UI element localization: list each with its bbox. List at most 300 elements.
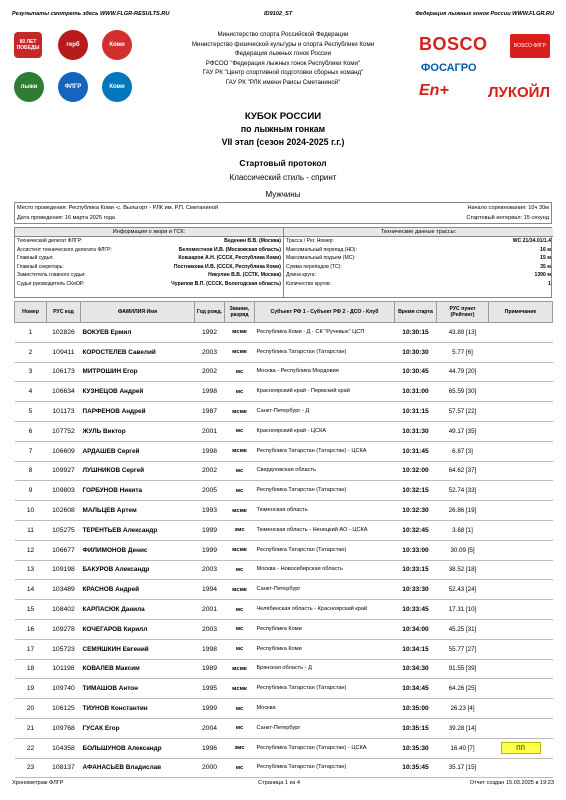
cell-note (489, 362, 553, 382)
cell-name: ЖУЛЬ Виктор (81, 421, 195, 441)
cell-code: 109927 (47, 461, 81, 481)
cell-subject: Брянская область - Д (255, 659, 395, 679)
cell-note (489, 402, 553, 422)
cell-start: 10:31:45 (395, 441, 437, 461)
cell-num: 11 (15, 520, 47, 540)
cell-num: 21 (15, 718, 47, 738)
cell-code: 109411 (47, 342, 81, 362)
jury-item: Заместитель главного судьи: Никулин В.В. (ССТК, Москва) (17, 272, 281, 279)
cell-num: 16 (15, 619, 47, 639)
cell-year: 1994 (195, 580, 225, 600)
discipline-title: Классический стиль - спринт (229, 173, 337, 182)
cell-rank: мс (225, 718, 255, 738)
lukoil-logo: ЛУКОЙЛ (488, 84, 550, 101)
cell-points: 38.52 [18] (437, 560, 489, 580)
cell-start: 10:34:15 (395, 639, 437, 659)
cell-note (489, 600, 553, 620)
cell-note (489, 323, 553, 343)
footer-timing: Хронометраж ФЛГР (12, 780, 64, 786)
cell-code: 105275 (47, 520, 81, 540)
table-row (15, 342, 553, 362)
table-row (15, 619, 553, 639)
cell-year: 2003 (195, 342, 225, 362)
cell-year: 1989 (195, 659, 225, 679)
cell-year: 2003 (195, 560, 225, 580)
cell-subject: Республика Коми (255, 619, 395, 639)
jury-item: Технический делегат ФЛГР: Веденин В.В. (Москва) (17, 238, 281, 244)
table-row (15, 461, 553, 481)
cell-code: 101198 (47, 659, 81, 679)
organizers-block (150, 30, 416, 88)
cell-note (489, 639, 553, 659)
cell-name: КОВАЛЕВ Максим (81, 659, 195, 679)
cell-start: 10:32:15 (395, 481, 437, 501)
cell-year: 2002 (195, 362, 225, 382)
cell-year: 1992 (195, 323, 225, 343)
cell-note (489, 758, 553, 778)
category-title: Мужчины (265, 190, 301, 199)
enplus-logo: En+ (419, 82, 449, 99)
cell-num: 6 (15, 421, 47, 441)
cell-points: 30.09 [5] (437, 540, 489, 560)
table-row (15, 441, 553, 461)
cell-name: БОЛЬШУНОВ Александр (81, 738, 195, 758)
cell-points: 16.40 [7] (437, 738, 489, 758)
results-site-link[interactable]: Результаты смотреть здесь WWW.FLGR-RESULTS.RU (12, 11, 170, 17)
cell-name: КРАСНОВ Андрей (81, 580, 195, 600)
track-item: Максимальный перепад (HD): 16 м (286, 246, 551, 253)
cell-note (489, 441, 553, 461)
cell-name: БАКУРОВ Александр (81, 560, 195, 580)
cell-num: 23 (15, 758, 47, 778)
cell-year: 2003 (195, 619, 225, 639)
table-row (15, 481, 553, 501)
jury-item: Судья руководитель СКиОР: Чурилов В.П. (СССК, Вологодская область) (17, 280, 281, 287)
cell-code: 106609 (47, 441, 81, 461)
cell-start: 10:31:30 (395, 421, 437, 441)
cell-num: 3 (15, 362, 47, 382)
protocol-title: Стартовый протокол (239, 158, 327, 168)
cell-rank: мсмк (225, 441, 255, 461)
table-row (15, 402, 553, 422)
cell-year: 1998 (195, 639, 225, 659)
cell-subject: Республика Коми (255, 639, 395, 659)
cell-note (489, 560, 553, 580)
cell-name: МИТРОШИН Егор (81, 362, 195, 382)
table-row (15, 323, 553, 343)
federation-site-link[interactable]: Федерация лыжных гонок России WWW.FLGR.RU (415, 11, 554, 17)
cell-points: 17.31 [10] (437, 600, 489, 620)
org-line: ГАУ РК "РЛК имени Раисы Сметаниной" (225, 78, 341, 86)
table-row (15, 520, 553, 540)
cell-code: 104358 (47, 738, 81, 758)
cell-name: АФАНАСЬЕВ Владислав (81, 758, 195, 778)
cell-note (489, 619, 553, 639)
cell-code: 106125 (47, 699, 81, 719)
cell-code: 109768 (47, 718, 81, 738)
cell-subject: Республика Татарстан (Татарстан) - ЦСКА (255, 441, 395, 461)
table-row (15, 699, 553, 719)
cell-subject: Красноярский край - Пермский край (255, 382, 395, 402)
cell-rank: мс (225, 600, 255, 620)
cell-num: 18 (15, 659, 47, 679)
footer-created: Отчет создан 15.03.2025 в 19:23 (469, 780, 554, 786)
cell-name: МАЛЬЦЕВ Артем (81, 501, 195, 521)
cell-start: 10:30:45 (395, 362, 437, 382)
cell-points: 43.89 [13] (437, 323, 489, 343)
table-row (15, 540, 553, 560)
table-row (15, 501, 553, 521)
cell-start: 10:35:15 (395, 718, 437, 738)
col-points: РУС пункт (Рейтинг) (437, 302, 489, 323)
cell-name: ЛУШНИКОВ Сергей (81, 461, 195, 481)
cell-rank: змс (225, 520, 255, 540)
cell-subject: Москва - Республика Мордовия (255, 362, 395, 382)
cell-rank: мсмк (225, 342, 255, 362)
cell-code: 109740 (47, 679, 81, 699)
cell-year: 1996 (195, 738, 225, 758)
cell-note (489, 461, 553, 481)
cell-year: 1998 (195, 382, 225, 402)
cell-num: 7 (15, 441, 47, 461)
table-row (15, 679, 553, 699)
cell-points: 91.55 [39] (437, 659, 489, 679)
cell-num: 17 (15, 639, 47, 659)
table-row (15, 600, 553, 620)
jury-item: Главный судья: Кокшаров А.Н. (СССК, Республика Коми) (17, 255, 281, 262)
cell-rank: мс (225, 362, 255, 382)
track-header: Технические данные трассы: (284, 228, 553, 237)
footer-page: Страница 1 из 4 (258, 780, 300, 786)
cell-year: 1998 (195, 441, 225, 461)
cell-points: 6.87 [3] (437, 441, 489, 461)
cell-rank: мсмк (225, 659, 255, 679)
col-subject: Субъект РФ 1 - Субъект РФ 2 - ДСО - Клуб (255, 302, 395, 323)
track-item: Количество кругов: 1 (286, 280, 551, 287)
cell-code: 106173 (47, 362, 81, 382)
cell-rank: мс (225, 619, 255, 639)
cell-rank: мс (225, 421, 255, 441)
cell-subject: Республика Татарстан (Татарстан) (255, 540, 395, 560)
cell-code: 101173 (47, 402, 81, 422)
cell-name: КАРПАСЮК Данила (81, 600, 195, 620)
organizer-logos (14, 30, 164, 110)
cell-points: 52.43 [24] (437, 580, 489, 600)
cell-start: 10:30:30 (395, 342, 437, 362)
pobeda-80-logo: 80 ЛЕТ ПОБЕДЫ (14, 32, 42, 58)
cell-name: ПАРФЕНОВ Андрей (81, 402, 195, 422)
cell-name: ТИУНОВ Константин (81, 699, 195, 719)
cell-name: КОРОСТЕЛЕВ Савелий (81, 342, 195, 362)
cell-start: 10:34:00 (395, 619, 437, 639)
cell-start: 10:30:15 (395, 323, 437, 343)
org-line: ГАУ РК "Центр спортивной подготовки сборных команд" (202, 69, 364, 77)
cell-code: 102608 (47, 501, 81, 521)
venue-date: Дата проведения: 16 марта 2025 года (17, 215, 115, 221)
cell-note (489, 342, 553, 362)
col-code: РУС код (47, 302, 81, 323)
cell-code: 102826 (47, 323, 81, 343)
event-title: КУБОК РОССИИ (244, 111, 322, 122)
stage-title: VII этап (сезон 2024-2025 г.г.) (221, 137, 345, 147)
cell-note (489, 679, 553, 699)
cell-name: ГУСАК Егор (81, 718, 195, 738)
page-top-bar (12, 11, 554, 21)
cell-num: 5 (15, 402, 47, 422)
cell-rank: мсмк (225, 323, 255, 343)
col-rank: Звание, разряд (225, 302, 255, 323)
cell-rank: мсмк (225, 580, 255, 600)
komi-flag-logo: Коми (102, 72, 132, 102)
col-note: Примечание (489, 302, 553, 323)
cell-code: 105723 (47, 639, 81, 659)
cell-name: АРДАШЕВ Сергей (81, 441, 195, 461)
track-item: Трасса / Рег. Номер: WC 21/34.01/1.4 (286, 238, 551, 244)
cell-start: 10:32:00 (395, 461, 437, 481)
cell-note (489, 718, 553, 738)
cell-rank: мс (225, 481, 255, 501)
cell-points: 44.79 [20] (437, 362, 489, 382)
start-list-table (14, 301, 553, 778)
start-interval: Стартовый интервал: 15 секунд (466, 215, 549, 221)
cell-year: 2004 (195, 718, 225, 738)
bosco-flgr-badge: BOSCO ФЛГР (510, 34, 550, 58)
cell-rank: мс (225, 560, 255, 580)
cell-start: 10:32:45 (395, 520, 437, 540)
cell-rank: мс (225, 382, 255, 402)
org-line: Министерство спорта Российской Федерации (217, 31, 349, 38)
cell-num: 12 (15, 540, 47, 560)
col-name: ФАМИЛИЯ Имя (81, 302, 195, 323)
note-badge: ПП (501, 742, 541, 754)
jury-panel (15, 228, 284, 297)
cell-name: ВОКУЕВ Ермил (81, 323, 195, 343)
cell-points: 5.77 [6] (437, 342, 489, 362)
cell-note (489, 738, 553, 758)
cell-name: ГОРБУНОВ Никита (81, 481, 195, 501)
track-item: Длина круга: 1390 м (286, 272, 551, 279)
cell-year: 1987 (195, 402, 225, 422)
cell-rank: мс (225, 639, 255, 659)
cell-name: ТИМАШОВ Антон (81, 679, 195, 699)
table-row (15, 580, 553, 600)
org-line: Федерация лыжных гонок России (234, 50, 332, 58)
cell-points: 64.26 [25] (437, 679, 489, 699)
cell-points: 45.25 [31] (437, 619, 489, 639)
cell-start: 10:33:15 (395, 560, 437, 580)
cell-code: 109803 (47, 481, 81, 501)
cell-points: 57.57 [22] (437, 402, 489, 422)
cell-num: 19 (15, 679, 47, 699)
cell-name: КУЗНЕЦОВ Андрей (81, 382, 195, 402)
sponsor-logos (417, 30, 552, 110)
cell-year: 1999 (195, 699, 225, 719)
track-item: Максимальный подъем (MC): 15 м (286, 255, 551, 262)
cell-rank: змс (225, 738, 255, 758)
track-item: Сумма перепадов (TC): 35 м (286, 263, 551, 270)
cell-note (489, 699, 553, 719)
cell-start: 10:34:45 (395, 679, 437, 699)
table-row (15, 758, 553, 778)
cell-rank: мсмк (225, 540, 255, 560)
flgr-logo: ФЛГР (58, 72, 88, 102)
org-line: Министерство физической культуры и спорта Республики Коми (191, 40, 375, 48)
cell-points: 55.77 [27] (437, 639, 489, 659)
venue-row-2 (17, 213, 549, 223)
cell-num: 1 (15, 323, 47, 343)
track-panel (284, 228, 553, 297)
cell-year: 1999 (195, 540, 225, 560)
cell-num: 4 (15, 382, 47, 402)
ski-federation-logo: лыжи (14, 72, 44, 102)
cell-num: 15 (15, 600, 47, 620)
cell-year: 2001 (195, 600, 225, 620)
cell-start: 10:31:15 (395, 402, 437, 422)
cell-subject: Республика Татарстан (Татарстан) - ЦСКА (255, 738, 395, 758)
cell-year: 2000 (195, 758, 225, 778)
cell-code: 109198 (47, 560, 81, 580)
cell-points: 64.62 [37] (437, 461, 489, 481)
cell-subject: Республика Татарстан (Татарстан) (255, 481, 395, 501)
cell-name: СЕМЯШКИН Евгений (81, 639, 195, 659)
cell-start: 10:35:30 (395, 738, 437, 758)
cell-code: 108402 (47, 600, 81, 620)
table-row (15, 738, 553, 758)
cell-start: 10:31:00 (395, 382, 437, 402)
table-row (15, 421, 553, 441)
cell-year: 1993 (195, 501, 225, 521)
cell-num: 2 (15, 342, 47, 362)
sport-title: по лыжным гонкам (240, 124, 326, 134)
cell-year: 2002 (195, 461, 225, 481)
cell-subject: Республика Татарстан (Татарстан) (255, 342, 395, 362)
russia-emblem-logo: герб (58, 30, 88, 60)
cell-subject: Тюменская область (255, 501, 395, 521)
cell-rank: мсмк (225, 501, 255, 521)
cell-name: ТЕРЕНТЬЕВ Александр (81, 520, 195, 540)
col-year: Год рожд. (195, 302, 225, 323)
cell-subject: Красноярский край - ЦСКА (255, 421, 395, 441)
info-box (14, 227, 552, 298)
komi-emblem-logo: Коми (102, 30, 132, 60)
cell-start: 10:33:30 (395, 580, 437, 600)
cell-points: 26.86 [19] (437, 501, 489, 521)
cell-code: 106634 (47, 382, 81, 402)
cell-note (489, 481, 553, 501)
cell-year: 2005 (195, 481, 225, 501)
cell-code: 103489 (47, 580, 81, 600)
cell-num: 10 (15, 501, 47, 521)
cell-start: 10:35:45 (395, 758, 437, 778)
cell-note (489, 540, 553, 560)
cell-rank: мс (225, 758, 255, 778)
cell-points: 52.74 [33] (437, 481, 489, 501)
cell-name: ФИЛИМОНОВ Денис (81, 540, 195, 560)
cell-code: 107752 (47, 421, 81, 441)
cell-points: 39.28 [14] (437, 718, 489, 738)
cell-subject: Санкт-Петербург (255, 580, 395, 600)
cell-code: 106677 (47, 540, 81, 560)
cell-start: 10:33:00 (395, 540, 437, 560)
cell-subject: Тюменская область - Ненецкий АО - ЦСКА (255, 520, 395, 540)
cell-subject: Москва (255, 699, 395, 719)
cell-num: 14 (15, 580, 47, 600)
cell-points: 35.17 [15] (437, 758, 489, 778)
cell-rank: мсмк (225, 402, 255, 422)
cell-points: 3.68 [1] (437, 520, 489, 540)
jury-item: Ассистент технического делегата ФЛГР: Беломестнов И.В. (Московская область) (17, 246, 281, 253)
cell-start: 10:34:30 (395, 659, 437, 679)
cell-points: 26.23 [4] (437, 699, 489, 719)
table-row (15, 362, 553, 382)
cell-year: 1995 (195, 679, 225, 699)
cell-subject: Республика Татарстан (Татарстан) (255, 758, 395, 778)
cell-year: 1999 (195, 520, 225, 540)
cell-name: КОЧЕГАРОВ Кирилл (81, 619, 195, 639)
table-row (15, 560, 553, 580)
cell-year: 2001 (195, 421, 225, 441)
cell-note (489, 580, 553, 600)
cell-note (489, 659, 553, 679)
cell-note (489, 382, 553, 402)
venue-place: Место проведения: Республика Коми -с. Выльгорт - РЛК им. Р.П. Сметаниной (17, 205, 218, 211)
jury-item: Главный секретарь: Постникова И.В. (СССК, Республика Коми) (17, 263, 281, 270)
cell-note (489, 520, 553, 540)
jury-header: Информация о жюри и ГСК: (15, 228, 283, 237)
cell-points: 65.59 [30] (437, 382, 489, 402)
cell-num: 8 (15, 461, 47, 481)
cell-start: 10:35:00 (395, 699, 437, 719)
table-row (15, 382, 553, 402)
table-header-row (15, 302, 553, 323)
cell-subject: Санкт-Петербург (255, 718, 395, 738)
cell-points: 49.17 [35] (437, 421, 489, 441)
cell-code: 109278 (47, 619, 81, 639)
cell-rank: мсмк (225, 679, 255, 699)
cell-code: 108137 (47, 758, 81, 778)
cell-start: 10:33:45 (395, 600, 437, 620)
cell-subject: Республика Татарстан (Татарстан) (255, 679, 395, 699)
table-row (15, 718, 553, 738)
cell-subject: Челябинская область - Красноярский край (255, 600, 395, 620)
table-body (15, 323, 553, 778)
cell-rank: мс (225, 461, 255, 481)
start-time: Начало соревнования: 10ч 30м (467, 205, 549, 211)
venue-row-1 (17, 203, 549, 213)
table-row (15, 639, 553, 659)
cell-note (489, 501, 553, 521)
table-row (15, 659, 553, 679)
cell-subject: Свердловская область (255, 461, 395, 481)
col-num: Номер (15, 302, 47, 323)
cell-start: 10:32:30 (395, 501, 437, 521)
org-line: РФСОО "Федерация лыжных гонок Республики Коми" (205, 59, 361, 67)
cell-num: 13 (15, 560, 47, 580)
cell-note (489, 421, 553, 441)
cell-num: 9 (15, 481, 47, 501)
col-start: Время старта (395, 302, 437, 323)
title-block (0, 110, 566, 201)
cell-rank: мс (225, 699, 255, 719)
cell-subject: Москва - Новосибирская область (255, 560, 395, 580)
cell-num: 20 (15, 699, 47, 719)
venue-box (14, 202, 552, 224)
phosagro-logo: ФОСАГРО (421, 62, 477, 74)
cell-num: 22 (15, 738, 47, 758)
bosco-logo: BOSCO (419, 34, 488, 54)
cell-subject: Санкт-Петербург - Д (255, 402, 395, 422)
cell-subject: Республика Коми - Д - СК "Ручевых" ЦСП (255, 323, 395, 343)
